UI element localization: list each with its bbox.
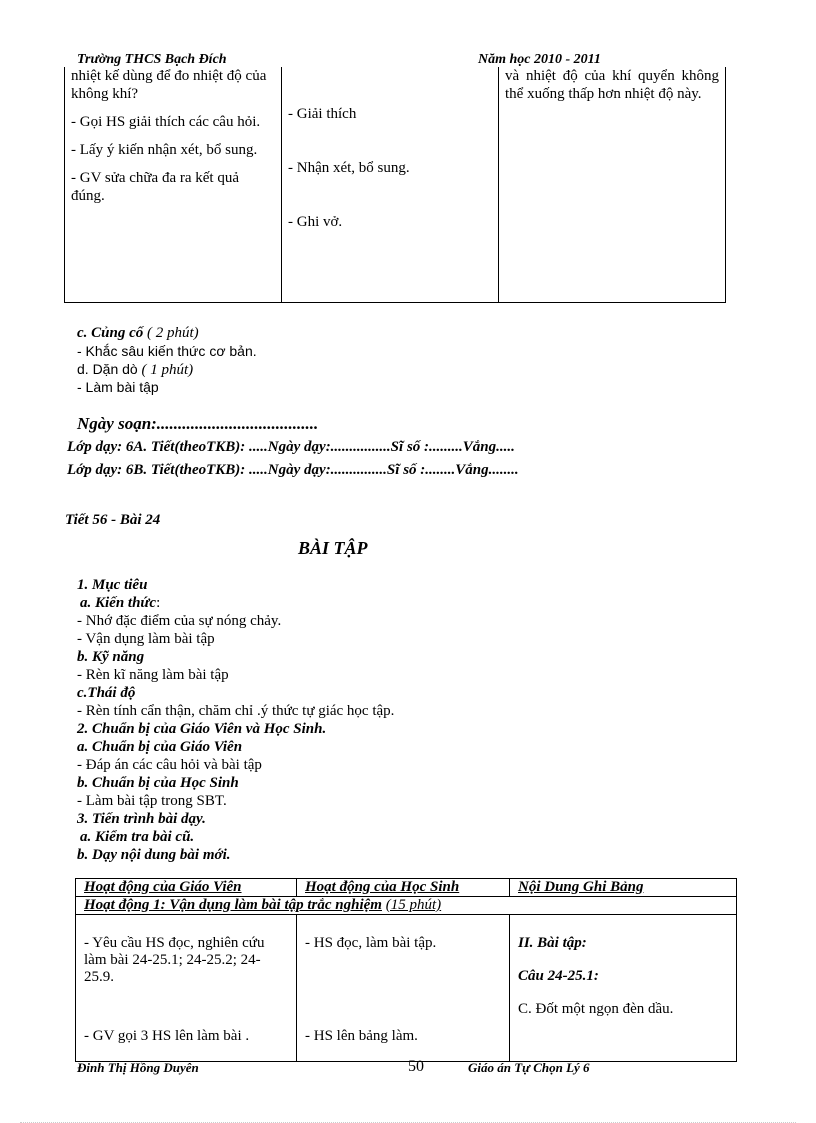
page-number: 50 — [408, 1058, 424, 1075]
header-year: Năm học 2010 - 2011 — [478, 52, 601, 67]
student-step: - HS đọc, làm bài tập. — [305, 935, 437, 951]
lesson-number: Tiết 56 - Bài 24 — [65, 512, 161, 528]
class-6b-row: Lớp dạy: 6B. Tiết(theoTKB): .....Ngày dạy:...............Sĩ số :........Vắng........ — [67, 462, 519, 478]
nd-text: và nhiệt độ của khí quyển không thể xuống thấp hơn nhiệt độ này. — [505, 68, 719, 102]
gv-text: - GV sửa chữa đa ra kết quả đúng. — [71, 170, 240, 204]
gv-text: - Lấy ý kiến nhận xét, bổ sung. — [71, 142, 258, 158]
teacher-step: - Yêu cầu HS đọc, nghiên cứu làm bài 24-25.1; 24-25.2; 24-25.9. — [84, 935, 265, 985]
table-header-teacher: Hoạt động của Giáo Viên — [76, 879, 297, 897]
hs-text: - Giải thích — [288, 106, 357, 122]
review-heading: a. Kiểm tra bài cũ. — [80, 829, 195, 845]
skills-item: - Rèn kĩ năng làm bài tập — [77, 667, 229, 683]
question-label: Câu 24-25.1: — [518, 968, 599, 984]
activity-table — [75, 878, 737, 1062]
teacher-prep-item: - Đáp án các câu hỏi và bài tập — [77, 757, 262, 773]
exercise-title: II. Bài tập: — [518, 935, 587, 951]
activity-title: Hoạt động 1: Vận dụng làm bài tập trắc nghiệm — [84, 897, 382, 913]
knowledge-heading — [80, 594, 160, 612]
consolidate-time: ( 2 phút) — [147, 325, 199, 341]
skills-heading: b. Kỹ năng — [77, 649, 145, 665]
teacher-step: - GV gọi 3 HS lên làm bài . — [84, 1028, 250, 1044]
hs-text: - Nhận xét, bổ sung. — [288, 160, 410, 176]
footer-subject: Giáo án Tự Chọn Lý 6 — [468, 1060, 590, 1075]
answer-text: C. Đốt một ngọn đèn dầu. — [518, 1001, 674, 1017]
attitude-heading: c.Thái độ — [77, 685, 136, 701]
section-preparation: 2. Chuẩn bị của Giáo Viên và Học Sinh. — [77, 721, 327, 737]
table-header-student: Hoạt động của Học Sinh — [297, 879, 510, 897]
gv-column — [65, 67, 282, 303]
homework-title: d. Dặn dò — [77, 361, 138, 377]
activity-table-top — [64, 67, 726, 303]
consolidate-heading — [77, 324, 199, 342]
activity-row — [76, 897, 737, 915]
hs-text: - Ghi vở. — [288, 214, 343, 230]
header-school: Trường THCS Bạch Đích — [77, 52, 227, 67]
activity-time: (15 phút) — [385, 897, 442, 913]
knowledge-title: a. Kiến thức — [80, 595, 157, 611]
teacher-cell — [76, 915, 297, 1062]
teacher-prep-heading: a. Chuẩn bị của Giáo Viên — [77, 739, 243, 755]
student-step: - HS lên bảng làm. — [305, 1028, 418, 1044]
gv-text: nhiệt kế dùng để đo nhiệt độ của không khí? — [71, 68, 267, 102]
student-prep-item: - Làm bài tập trong SBT. — [77, 793, 227, 809]
footer-author: Đinh Thị Hồng Duyên — [77, 1060, 199, 1075]
nd-column — [499, 67, 726, 303]
student-prep-heading: b. Chuẩn bị của Học Sinh — [77, 775, 239, 791]
hs-column — [282, 67, 499, 303]
consolidate-title: c. Củng cố — [77, 325, 144, 341]
class-6a-row: Lớp dạy: 6A. Tiết(theoTKB): .....Ngày dạy:................Sĩ số :.........Vắng..... — [67, 439, 515, 455]
homework-time: ( 1 phút) — [141, 362, 194, 378]
prep-date: Ngày soạn:...................................... — [77, 414, 319, 433]
knowledge-item: - Nhớ đặc điểm của sự nóng chảy. — [77, 613, 282, 629]
knowledge-colon: : — [156, 595, 161, 611]
gv-text: - Gọi HS giải thích các câu hỏi. — [71, 114, 261, 130]
knowledge-item: - Vận dụng làm bài tập — [77, 631, 215, 647]
lesson-title: BÀI TẬP — [298, 538, 368, 558]
table-header-content: Nội Dung Ghi Bảng — [510, 879, 737, 897]
homework-line: - Làm bài tập — [77, 379, 159, 395]
consolidate-line: - Khắc sâu kiến thức cơ bản. — [77, 343, 257, 359]
section-objectives: 1. Mục tiêu — [77, 577, 148, 593]
content-cell — [510, 915, 737, 1062]
homework-heading — [77, 360, 193, 379]
new-lesson-heading: b. Dạy nội dung bài mới. — [77, 847, 231, 863]
section-procedure: 3. Tiến trình bài dạy. — [77, 811, 206, 827]
student-cell — [297, 915, 510, 1062]
attitude-item: - Rèn tính cẩn thận, chăm chỉ .ý thức tự giác học tập. — [77, 703, 395, 719]
